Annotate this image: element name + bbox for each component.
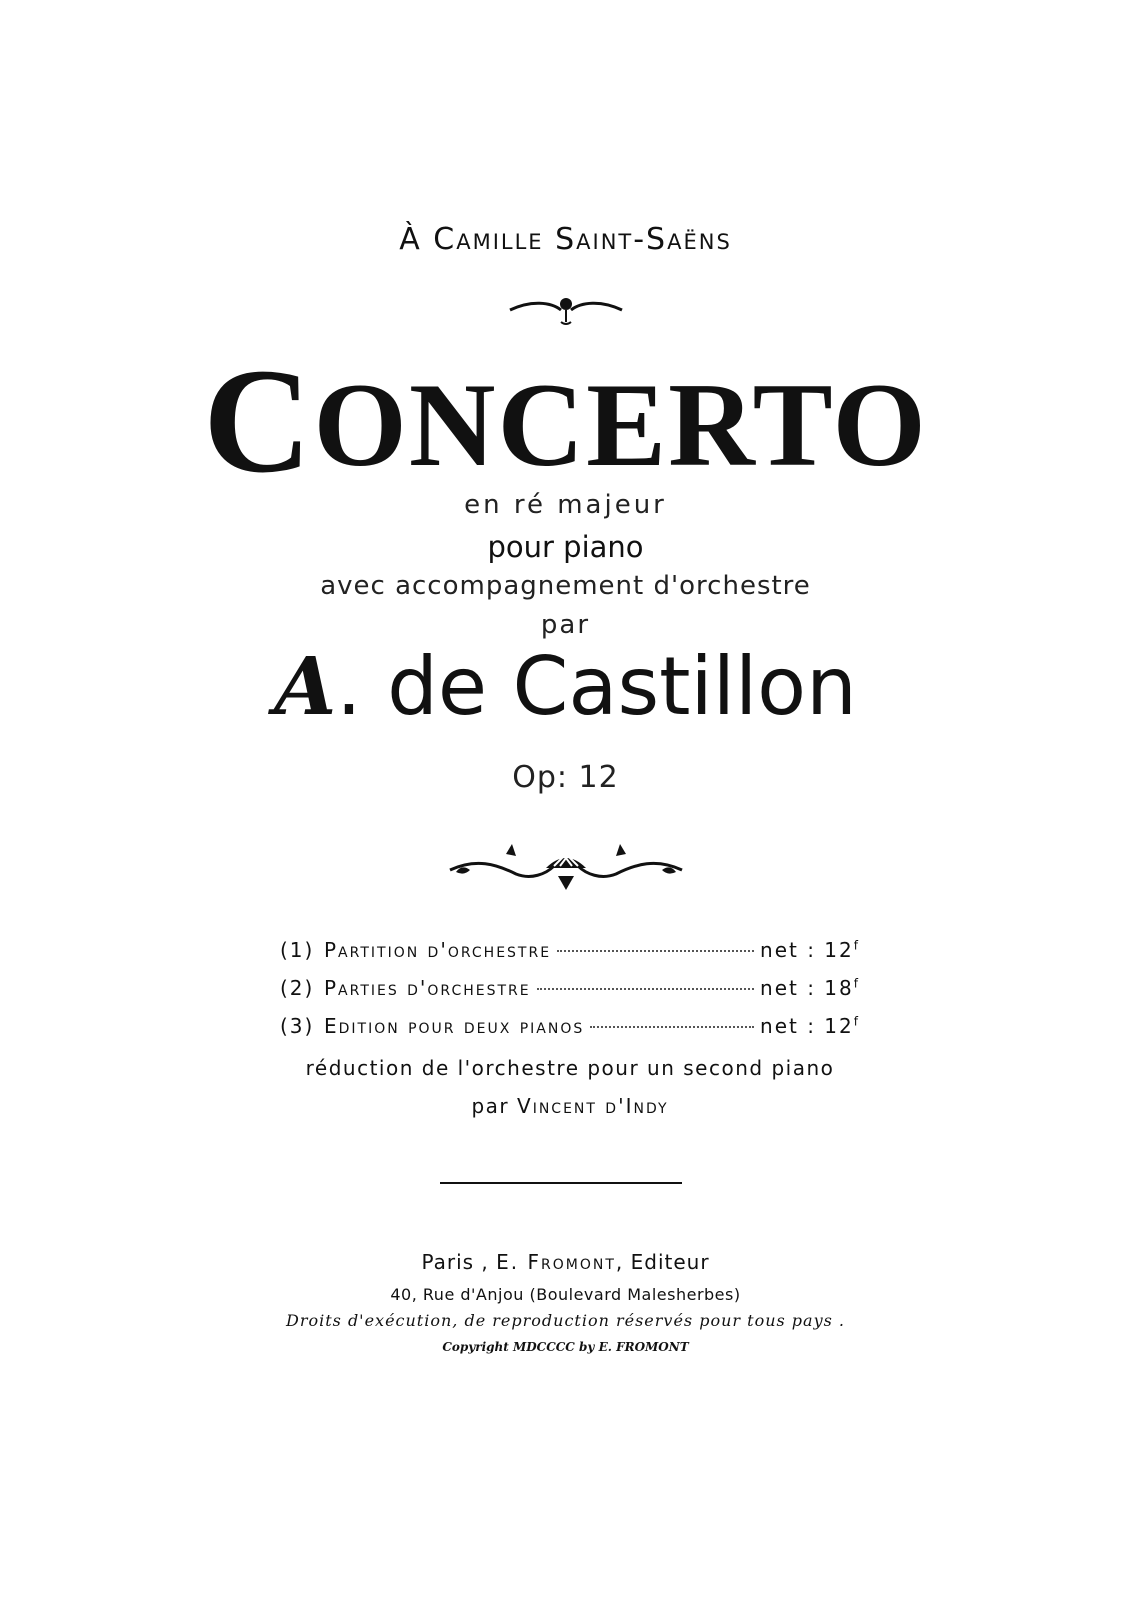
flourish-icon [506, 290, 626, 330]
edition-label: Partition d'orchestre [324, 938, 552, 962]
instrument: pour piano [487, 530, 644, 564]
edition-item [280, 938, 860, 976]
arranger-name: Vincent d'Indy [517, 1094, 669, 1118]
dedication: À Camille Saint-Saëns [399, 222, 732, 257]
edition-price: net : 12$^f$ [760, 938, 860, 962]
title [0, 338, 1131, 504]
publisher-city: Paris , [421, 1250, 489, 1274]
edition-price: net : 12$^f$ [760, 1014, 860, 1038]
edition-item [280, 976, 860, 1014]
accompaniment: avec accompagnement d'orchestre [320, 571, 811, 601]
arranger-prefix: par [471, 1094, 510, 1118]
reduction-note: réduction de l'orchestre pour un second piano [305, 1056, 835, 1080]
edition-number: (1) [280, 938, 315, 962]
dot-leader [590, 1026, 754, 1028]
edition-item [280, 1014, 860, 1052]
composer-rest: . de Castillon [336, 640, 857, 733]
by-label: par [540, 610, 591, 640]
top-ornament [0, 290, 1131, 334]
editions-list [280, 938, 860, 1118]
publisher-role: , Editeur [615, 1250, 710, 1274]
publisher [0, 1250, 1131, 1274]
flourish-icon [446, 840, 686, 900]
publisher-address: 40, Rue d'Anjou (Boulevard Malesherbes) [390, 1285, 741, 1304]
divider [440, 1182, 682, 1184]
dot-leader [557, 950, 754, 952]
edition-label: Parties d'orchestre [324, 976, 531, 1000]
edition-label: Edition pour deux pianos [324, 1014, 585, 1038]
copyright-notice: Copyright MDCCCC by E. FROMONT [442, 1340, 689, 1354]
edition-number: (3) [280, 1014, 315, 1038]
edition-number: (2) [280, 976, 315, 1000]
composer-initial: A [274, 639, 337, 733]
dot-leader [537, 988, 754, 990]
key: en ré majeur [464, 490, 667, 520]
publisher-name: E. Fromont [496, 1250, 616, 1274]
opus: Op: 12 [512, 760, 619, 795]
composer [0, 639, 1131, 733]
middle-ornament [0, 840, 1131, 904]
arranger [280, 1094, 860, 1118]
title-initial: C [203, 338, 314, 504]
edition-price: net : 18$^f$ [760, 976, 860, 1000]
title-rest: ONCERTO [313, 358, 928, 491]
rights-notice: Droits d'exécution, de reproduction réservés pour tous pays . [285, 1311, 846, 1330]
